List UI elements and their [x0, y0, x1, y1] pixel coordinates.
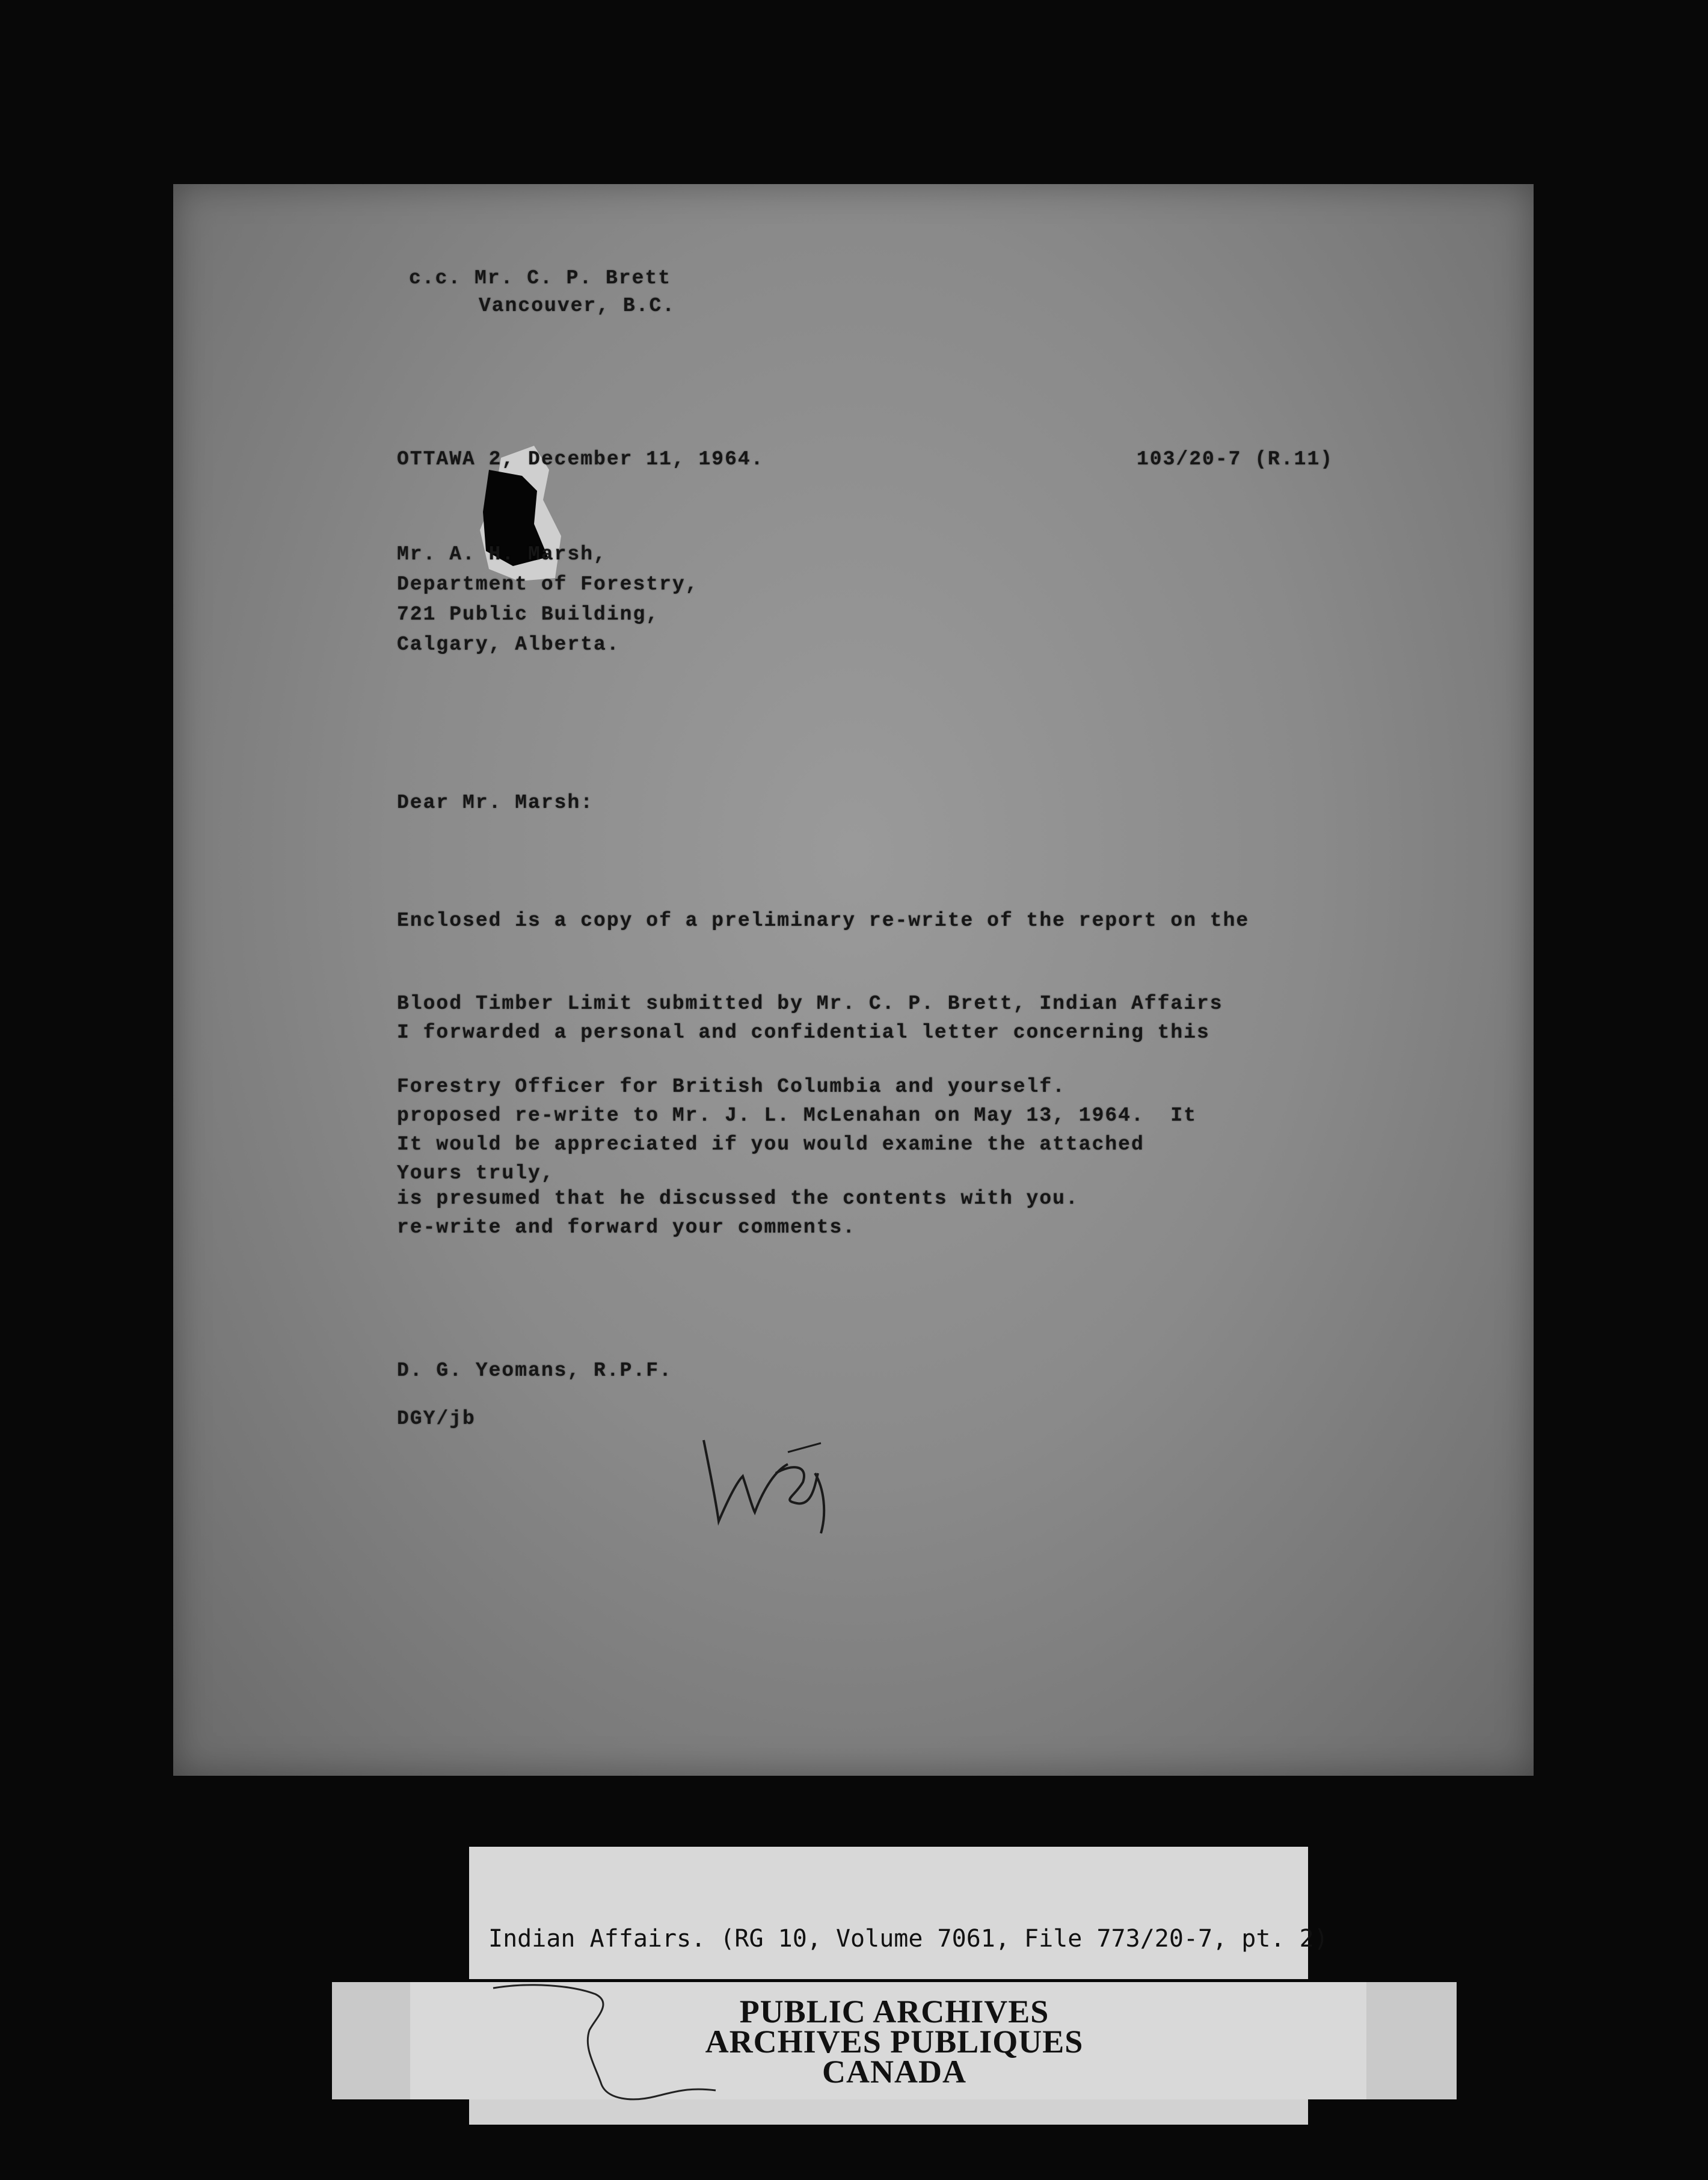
cc-line-1: c.c. Mr. C. P. Brett	[409, 267, 672, 289]
addressee-line: Calgary, Alberta.	[397, 633, 620, 656]
paragraph-line: Forestry Officer for British Columbia and yourself.	[397, 1076, 1066, 1098]
paragraph-line: It would be appreciated if you would examine the attached	[397, 1133, 1144, 1156]
paragraph-line: Blood Timber Limit submitted by Mr. C. P. Brett, Indian Affairs	[397, 993, 1223, 1015]
handwritten-signature	[692, 1416, 854, 1536]
stamp-line-3: CANADA	[822, 2054, 966, 2090]
addressee-line: Department of Forestry,	[397, 573, 699, 596]
paragraph-line: re-write and forward your comments.	[397, 1216, 856, 1239]
addressee-line: Mr. A. H. Marsh,	[397, 543, 607, 565]
letter-page	[173, 184, 1534, 1776]
paragraph-line: I forwarded a personal and confidential letter concerning this	[397, 1021, 1210, 1044]
archive-reference: Indian Affairs. (RG 10, Volume 7061, File 773/20-7, pt. 2)	[488, 1925, 1329, 1953]
dateline: OTTAWA 2, December 11, 1964.	[397, 448, 764, 470]
signatory: D. G. Yeomans, R.P.F.	[397, 1359, 672, 1382]
paragraph-line: proposed re-write to Mr. J. L. McLenahan on May 13, 1964. It	[397, 1104, 1197, 1127]
addressee-line: 721 Public Building,	[397, 603, 660, 626]
stamp-line-1: PUBLIC ARCHIVES	[739, 1994, 1049, 2030]
salutation: Dear Mr. Marsh:	[397, 792, 594, 814]
closing: Yours truly,	[397, 1162, 554, 1184]
archive-reference-card	[469, 1847, 1329, 1979]
scribble-mark	[475, 1976, 776, 2108]
paragraph-line: is presumed that he discussed the contents with you.	[397, 1187, 1079, 1210]
typist-initials: DGY/jb	[397, 1408, 476, 1430]
file-reference: 103/20-7 (R.11)	[1137, 448, 1334, 470]
paragraph-line: Enclosed is a copy of a preliminary re-write of the report on the	[397, 910, 1250, 932]
stamp-line-2: ARCHIVES PUBLIQUES	[705, 2024, 1084, 2060]
cc-line-2: Vancouver, B.C.	[479, 295, 676, 317]
